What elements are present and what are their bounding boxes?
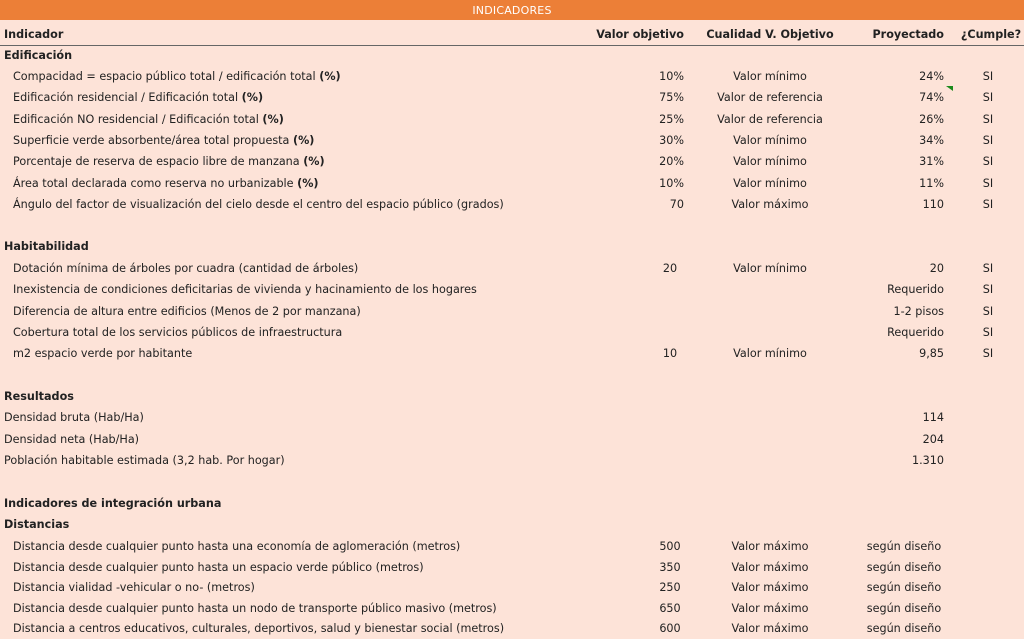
cumple-cell[interactable]: SI — [982, 197, 994, 211]
indicator-label: Distancia desde cualquier punto hasta un nodo de transporte público masivo (metros) — [13, 601, 497, 615]
section-title[interactable]: Habitabilidad — [4, 240, 89, 253]
indicator-label: Distancia a centros educativos, culturales, deportivos, salud y bienestar social (metros) — [13, 622, 505, 636]
cualidad-cell[interactable]: Valor máximo — [731, 581, 809, 595]
unit-label: (%) — [292, 133, 315, 147]
indicator-cell[interactable] — [13, 194, 504, 215]
table-row — [0, 173, 1024, 194]
section-resultados — [0, 386, 1024, 407]
valor-objetivo-cell[interactable]: 25% — [659, 112, 684, 126]
valor-objetivo-cell[interactable]: 10% — [659, 70, 684, 83]
cumple-cell[interactable]: SI — [982, 176, 994, 190]
sheet-title-bar — [0, 0, 1024, 20]
indicator-cell[interactable] — [13, 577, 255, 598]
proyectado-cell[interactable]: 110 — [922, 197, 944, 211]
indicator-label: Distancia desde cualquier punto hasta una economía de aglomeración (metros) — [13, 540, 461, 553]
proyectado-cell[interactable]: 1.310 — [911, 454, 944, 467]
indicator-label: Edificación residencial / Edificación total — [13, 91, 239, 105]
valor-objetivo-cell[interactable]: 75% — [659, 91, 684, 105]
valor-objetivo-cell[interactable]: 30% — [659, 133, 684, 147]
indicator-cell[interactable] — [13, 109, 284, 130]
indicator-label: Ángulo del factor de visualización del cielo desde el centro del espacio público (grados) — [13, 197, 504, 211]
valor-objetivo-cell[interactable]: 70 — [669, 197, 684, 211]
valor-objetivo-cell[interactable]: 10 — [662, 347, 678, 361]
indicator-label: Porcentaje de reserva de espacio libre de manzana — [13, 155, 300, 169]
proyectado-cell[interactable]: 20 — [929, 262, 944, 275]
indicator-label: Diferencia de altura entre edificios (Menos de 2 por manzana) — [13, 304, 361, 318]
cualidad-cell[interactable]: Valor máximo — [731, 601, 809, 615]
indicator-cell[interactable] — [13, 151, 325, 172]
proyectado-cell[interactable]: Requerido — [887, 283, 944, 297]
header-cualidad[interactable]: Cualidad V. Objetivo — [706, 28, 834, 41]
indicator-cell[interactable] — [13, 322, 342, 343]
table-row — [0, 557, 1024, 578]
valor-objetivo-cell[interactable]: 10% — [659, 176, 684, 190]
indicator-cell[interactable] — [13, 343, 192, 364]
column-header-row — [0, 24, 1024, 46]
cualidad-cell[interactable]: Valor mínimo — [733, 262, 807, 275]
indicator-cell[interactable] — [13, 618, 504, 639]
proyectado-cell[interactable]: según diseño — [866, 560, 942, 574]
table-row — [0, 258, 1024, 279]
cumple-cell[interactable]: SI — [982, 133, 994, 147]
header-indicador[interactable]: Indicador — [4, 28, 64, 41]
cualidad-cell[interactable]: Valor mínimo — [733, 70, 807, 83]
proyectado-cell[interactable]: 204 — [922, 432, 944, 446]
unit-label: (%) — [262, 112, 284, 126]
table-row — [0, 618, 1024, 639]
indicator-cell[interactable] — [13, 130, 314, 151]
cumple-cell[interactable]: SI — [982, 112, 994, 126]
header-proyectado[interactable]: Proyectado — [872, 28, 944, 41]
cualidad-cell[interactable]: Valor máximo — [731, 622, 809, 636]
cumple-cell[interactable]: SI — [982, 262, 994, 275]
indicator-cell[interactable] — [13, 301, 361, 322]
proyectado-cell[interactable]: 26% — [919, 112, 944, 126]
table-row — [0, 577, 1024, 598]
table-row — [0, 598, 1024, 619]
valor-objetivo-cell[interactable]: 650 — [659, 601, 681, 615]
section-title[interactable]: Indicadores de integración urbana — [4, 497, 222, 510]
proyectado-cell[interactable]: Requerido — [887, 325, 944, 339]
comment-indicator-icon[interactable] — [946, 86, 953, 91]
indicator-cell[interactable] — [4, 450, 285, 471]
indicator-label: Compacidad = espacio público total / edificación total — [13, 70, 316, 83]
section-title[interactable]: Resultados — [4, 390, 74, 403]
indicator-label: Superficie verde absorbente/área total propuesta — [13, 133, 290, 147]
unit-label: (%) — [241, 91, 264, 105]
indicator-cell[interactable] — [13, 557, 424, 578]
proyectado-cell[interactable]: según diseño — [866, 540, 942, 553]
cualidad-cell[interactable]: Valor mínimo — [733, 155, 807, 169]
header-valor-objetivo[interactable]: Valor objetivo — [596, 28, 684, 41]
indicator-cell[interactable] — [13, 258, 358, 279]
table-row — [0, 429, 1024, 450]
table-row — [0, 301, 1024, 322]
cualidad-cell[interactable]: Valor de referencia — [717, 112, 823, 126]
valor-objetivo-cell[interactable]: 350 — [659, 560, 681, 574]
cumple-cell[interactable]: SI — [982, 325, 994, 339]
indicator-label: Edificación NO residencial / Edificación total — [13, 112, 259, 126]
table-row — [0, 279, 1024, 300]
cualidad-cell[interactable]: Valor de referencia — [717, 91, 823, 105]
cumple-cell[interactable]: SI — [982, 70, 994, 83]
indicator-label: Población habitable estimada (3,2 hab. Por hogar) — [4, 454, 285, 467]
section-habitabilidad — [0, 236, 1024, 257]
section-title[interactable]: Edificación — [4, 49, 73, 62]
proyectado-cell[interactable]: según diseño — [866, 581, 942, 595]
valor-objetivo-cell[interactable]: 250 — [659, 581, 681, 595]
table-row — [0, 450, 1024, 471]
cualidad-cell[interactable]: Valor mínimo — [733, 133, 807, 147]
table-row — [0, 87, 1024, 108]
indicator-label: m2 espacio verde por habitante — [13, 347, 193, 361]
indicator-cell[interactable] — [13, 87, 263, 108]
proyectado-cell[interactable]: 34% — [919, 133, 944, 147]
sheet-title: INDICADORES — [472, 4, 552, 17]
indicator-label: Inexistencia de condiciones deficitarias de vivienda y hacinamiento de los hogares — [13, 283, 477, 297]
valor-objetivo-cell[interactable]: 20 — [662, 262, 678, 275]
proyectado-cell[interactable]: 24% — [919, 70, 944, 83]
section-edificacion — [0, 45, 1024, 66]
indicator-label: Cobertura total de los servicios públicos de infraestructura — [13, 325, 343, 339]
cualidad-cell[interactable]: Valor mínimo — [733, 347, 807, 361]
proyectado-cell[interactable]: 9,85 — [919, 347, 944, 361]
indicator-label: Área total declarada como reserva no urbanizable — [13, 176, 294, 190]
cumple-cell[interactable]: SI — [982, 304, 994, 318]
table-row — [0, 343, 1024, 364]
subsection-title[interactable]: Distancias — [4, 518, 70, 531]
proyectado-cell[interactable]: 114 — [922, 411, 944, 424]
cumple-cell[interactable]: SI — [982, 91, 994, 105]
proyectado-cell[interactable]: 74% — [919, 91, 944, 105]
cumple-cell[interactable]: SI — [982, 283, 994, 297]
indicator-label: Distancia vialidad -vehicular o no- (metros) — [13, 581, 255, 595]
indicator-cell[interactable] — [13, 173, 319, 194]
proyectado-cell[interactable]: según diseño — [866, 601, 942, 615]
indicator-cell[interactable] — [13, 279, 477, 300]
section-integracion — [0, 493, 1024, 514]
indicator-cell[interactable] — [13, 66, 341, 87]
table-row — [0, 151, 1024, 172]
indicator-cell[interactable] — [4, 429, 139, 450]
table-row — [0, 536, 1024, 557]
indicator-label: Distancia desde cualquier punto hasta un espacio verde público (metros) — [13, 560, 424, 574]
cualidad-cell[interactable]: Valor máximo — [731, 197, 809, 211]
proyectado-cell[interactable]: según diseño — [866, 622, 942, 636]
cualidad-cell[interactable]: Valor mínimo — [733, 176, 807, 190]
indicator-cell[interactable] — [13, 598, 497, 619]
unit-label: (%) — [297, 176, 319, 190]
unit-label: (%) — [319, 70, 341, 83]
indicator-cell[interactable] — [4, 407, 144, 428]
table-row — [0, 194, 1024, 215]
indicator-label: Densidad bruta (Hab/Ha) — [4, 411, 144, 424]
header-cumple[interactable]: ¿Cumple? — [960, 28, 1022, 41]
valor-objetivo-cell[interactable]: 600 — [659, 622, 681, 636]
indicator-label: Densidad neta (Hab/Ha) — [4, 432, 140, 446]
table-row — [0, 109, 1024, 130]
table-row — [0, 66, 1024, 87]
valor-objetivo-cell[interactable]: 500 — [659, 540, 681, 553]
indicator-cell[interactable] — [13, 536, 460, 557]
proyectado-cell[interactable]: 1-2 pisos — [893, 304, 944, 318]
indicator-label: Dotación mínima de árboles por cuadra (cantidad de árboles) — [13, 262, 359, 275]
proyectado-cell[interactable]: 11% — [919, 176, 944, 190]
subsection-distancias — [0, 514, 1024, 535]
table-row — [0, 130, 1024, 151]
cualidad-cell[interactable]: Valor máximo — [731, 540, 809, 553]
unit-label: (%) — [303, 155, 325, 169]
valor-objetivo-cell[interactable]: 20% — [659, 155, 684, 169]
table-row — [0, 407, 1024, 428]
cumple-cell[interactable]: SI — [982, 347, 994, 361]
cualidad-cell[interactable]: Valor máximo — [731, 560, 809, 574]
cumple-cell[interactable]: SI — [982, 155, 994, 169]
table-row — [0, 322, 1024, 343]
proyectado-cell[interactable]: 31% — [919, 155, 944, 169]
